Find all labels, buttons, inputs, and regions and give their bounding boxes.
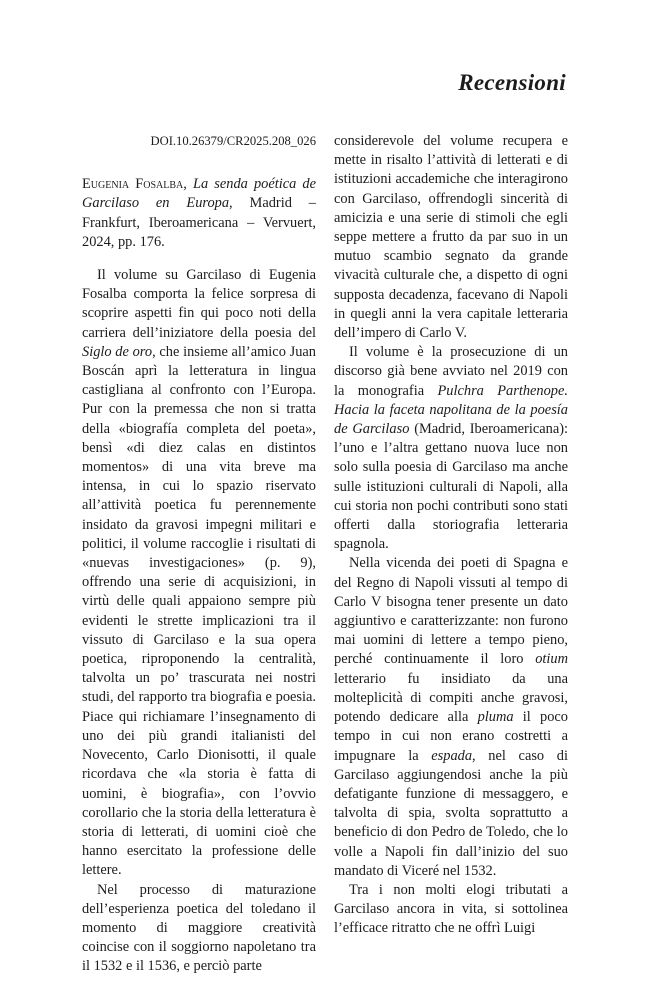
paragraph [334,343,568,554]
text-run: (Madrid, Iberoamericana): l’uno e l’altra gettano nuova luce non solo sulla poesia di Garcilaso ma anche sulle istituzioni culturali di Napoli, alla cui storia non pochi contributi sono stati offerti dalla storiografia letteraria spagnola. [334,421,568,553]
paragraph: Tra i non molti elogi tributati a Garcilaso ancora in vita, si sottolinea l’efficace ritratto che ne offrì Luigi [334,881,568,937]
italic-run: otium [535,651,568,668]
paragraph: Nel processo di maturazione dell’esperienza poetica del toledano il momento di maggiore creatività coincise con il soggiorno napoletano tra il 1532 e il 1536, e perciò parte [82,881,316,975]
italic-run: Pulchra Parthenope. Hacia la faceta napolitana de la poesía de Garcilaso [334,382,568,438]
bibliographic-reference [82,175,316,252]
text-run: letterario fu insidiato da una molteplicità di compiti anche gravosi, potendo dedicare alla [334,670,568,726]
right-column [334,132,568,939]
doi: DOI.10.26379/CR2025.208_026 [150,134,316,148]
text-run: Il volume è la prosecuzione di un discorso già bene avviato nel 2019 con la monografia [334,344,568,399]
italic-run: pluma [477,709,514,726]
paragraph-continued: considerevole del volume recupera e mette in risalto l’attività di letterati e di istituzioni accademiche che interagirono con Garcilaso, offrendogli sincerità di amicizia e una serie di stimoli che egli seppe mettere a frutto da par suo in un mutuo scambio segnato da grande vivacità culturale che, a dispetto di ogni supposta decadenza, facevano di Napoli in quegli anni la vera capitale letteraria dell’impero di Carlo V. [334,133,568,342]
reference-title: La senda poética de Garcilaso en Europa [82,176,316,212]
left-column [82,132,316,977]
paragraph [334,554,568,880]
text-run: , che insieme all’amico Juan Boscán aprì la letteratura in lingua castigliana al confronto con l’Europa. Pur con la premessa che non si tratta della «biografía completa del poeta», bensì «di diez calas en distintos momentos» di una vita breve ma intensa, in cui lo spazio riservato all’attività poetica fu perennemente insidato da gravosi impegni militari e politici, il volume raccoglie i risultati di «nuevas investigaciones» (p. 9), offrendo una serie di acquisizioni, in virtù delle quali appaiono sempre più evidenti le strette implicazioni tra il vissuto di Garcilaso e la sua opera poetica, riproponendo la centralità, talvolta un po’ trascurata nei nostri studi, del rapporto tra biografia e poesia. Piace qui richiamare l’insegnamento di uno dei più grandi italianisti del Novecento, Carlo Dionisotti, il quale ricordava che «la storia è fatta di uomini, è biografia», con l’ovvio corollario che la storia della letteratura è storia di letterati, di uomini cioè che hanno esercitato la professione delle lettere. [82,343,316,879]
text-run: il poco tempo in cui non erano costretti a impugnare la [334,709,569,764]
text-run: Nella vicenda dei poeti di Spagna e del Regno di Napoli vissuti al tempo di Carlo V bisogna tener presente un dato aggiuntivo e caratterizzante: non furono mai uomini di lettere a tempo pieno, perché continuamente il loro [334,555,568,668]
italic-run: espada [431,747,473,764]
reference-author: Eugenia Fosalba [82,176,184,193]
running-head: Recensioni [458,70,566,95]
reference-publication: , Madrid – Frankfurt, Iberoamericana – Vervuert, 2024, pp. 176. [82,195,316,250]
text-run: Il volume su Garcilaso di Eugenia Fosalba comporta la felice sorpresa di scoprire aspetti fin qui poco noti della carriera dell’iniziatore della poesia del [82,267,316,341]
text-run: , nel caso di Garcilaso aggiungendosi anche la più defatigante funzione di messaggero, e talvolta di spia, svolta soprattutto a beneficio di don Pedro de Toledo, che lo volle a Napoli fin dall’inizio del suo mandato di Viceré nel 1532. [334,747,568,879]
paragraph [82,266,316,881]
reference-separator: , [183,176,193,193]
italic-run: Siglo de oro [82,343,153,360]
